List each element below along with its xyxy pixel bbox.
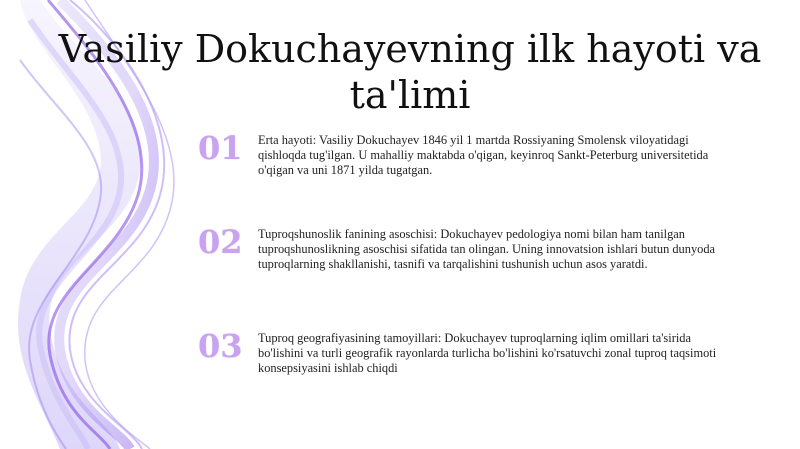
- item-number: 02: [198, 223, 243, 261]
- list-item: [198, 223, 718, 271]
- slide-title: Vasiliy Dokuchayevning ilk hayoti va ta'limi: [58, 27, 762, 117]
- list-item: [198, 327, 718, 375]
- item-text: Tuproqshunoslik fanining asoschisi: Dokuchayev pedologiya nomi bilan ham tanilgan tuproqshunoslikning asoschisi sifatida tan olingan. Uning innovatsion ishlari butun dunyoda tuproqlarning shakllanishi, tasnifi va tarqalishini tushunish uchun asos yaratdi.: [258, 227, 716, 271]
- item-text: Erta hayoti: Vasiliy Dokuchayev 1846 yil 1 martda Rossiyaning Smolensk viloyatidagi qishloqda tug'ilgan. U mahalliy maktabda o'qigan, keyinroq Sankt-Peterburg universitetida o'qigan va uni 1871 yilda tugatgan.: [258, 133, 709, 177]
- item-number: 01: [198, 129, 243, 167]
- list-item: [198, 129, 718, 177]
- item-number: 03: [198, 327, 243, 365]
- item-text: Tuproq geografiyasining tamoyillari: Dokuchayev tuproqlarning iqlim omillari ta'sirida bo'lishini va turli geografik rayonlarda turlicha bo'lishini ko'rsatuvchi zonal tuproq taqsimoti konsepsiyasini ishlab chiqdi: [258, 331, 717, 375]
